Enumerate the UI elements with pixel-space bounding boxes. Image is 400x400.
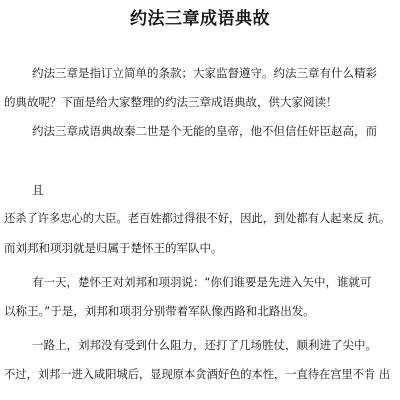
paragraph-4-line-1: 一路上，刘邦没有受到什么阻力，还打了几场胜仗，顺利进了尖中。 (32, 338, 377, 352)
document-title: 约法三章成语典故 (130, 9, 270, 29)
paragraph-1-line-2: 的典故呢？下面是给大家整理的约法三章成语典故，供大家阅读！ (4, 95, 338, 109)
paragraph-2-line-2: 且 (32, 183, 44, 197)
paragraph-1-line-1: 约法三章是指订立简单的条款；大家监督遵守。约法三章有什么精彩 (32, 66, 377, 80)
paragraph-3-line-2: 以称王。”于是，刘邦和项羽分别带着军队像西路和北路出发。 (4, 304, 315, 318)
paragraph-2-line-1: 约法三章成语典故秦二世是个无能的皇帝，他不但信任奸臣赵高，而 (32, 124, 377, 138)
paragraph-5-line-1: 不过，刘邦一进入咸阳城后，显现原本贪酒好色的本性，一直待在宫里不肯 出 (4, 368, 391, 381)
paragraph-2-line-3: 还杀了许多忠心的大臣。老百姓都过得很不好，因此，到处都有人起来反 抗。 (4, 212, 391, 225)
paragraph-2-line-4: 而刘邦和项羽就是归属于楚怀王的军队中。 (4, 241, 223, 255)
paragraph-3-line-1: 有一天，楚怀王对刘邦和项羽说：“你们谁要是先进入矢中，谁就可 (32, 275, 372, 289)
